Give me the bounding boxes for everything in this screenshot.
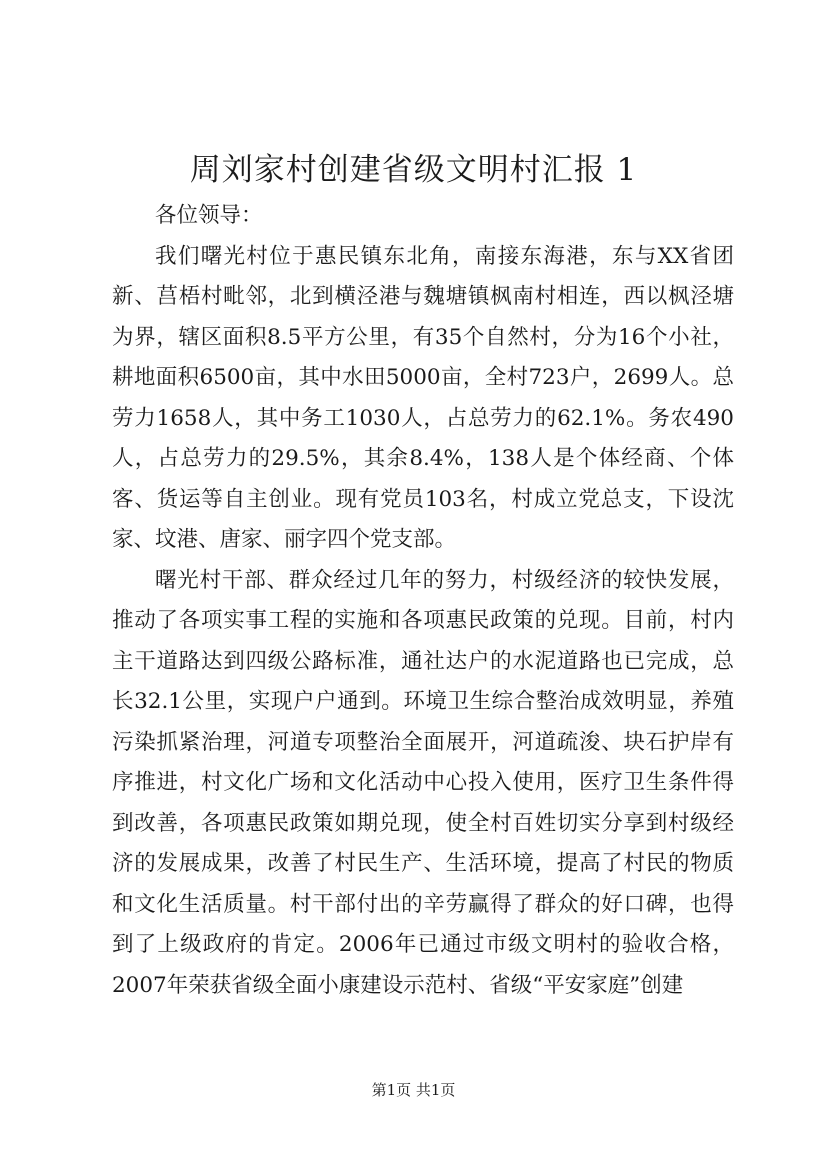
paragraph-location: 我们曙光村位于惠民镇东北角，南接东海港，东与XX省团新、莒梧村毗邻，北到横泾港与魏塘镇枫南村相连，西以枫泾塘为界，辖区面积8.5平方公里，有35个自然村，分为16个小社，耕地面积6500亩，其中水田5000亩，全村723户，2699人。总劳力1658人，其中务工1030人，占总劳力的62.1%。务农490人，占总劳力的29.5%，其余8.4%，138人是个体经商、个体客、货运等自主创业。现有党员103名，村成立党总支，下设沈家、坟港、唐家、丽字四个党支部。 xyxy=(112,243,734,552)
page-number-footer: 第1页 共1页 xyxy=(371,1081,456,1099)
document-body xyxy=(112,196,734,1006)
document-title: 周刘家村创建省级文明村汇报 1 xyxy=(189,152,638,188)
paragraph-achievements: 曙光村干部、群众经过几年的努力，村级经济的较快发展，推动了各项实事工程的实施和各项惠民政策的兑现。目前，村内主干道路达到四级公路标准，通社达户的水泥道路也已完成，总长32.1公里，实现户户通到。环境卫生综合整治成效明显，养殖污染抓紧治理，河道专项整治全面展开，河道疏浚、块石护岸有序推进，村文化广场和文化活动中心投入使用，医疗卫生条件得到改善，各项惠民政策如期兑现，使全村百姓切实分享到村级经济的发展成果，改善了村民生产、生活环境，提高了村民的物质和文化生活质量。村干部付出的辛劳赢得了群众的好口碑，也得到了上级政府的肯定。2006年已通过市级文明村的验收合格，2007年荣获省级全面小康建设示范村、省级“平安家庭”创建 xyxy=(112,567,734,998)
salutation: 各位领导： xyxy=(155,203,263,228)
